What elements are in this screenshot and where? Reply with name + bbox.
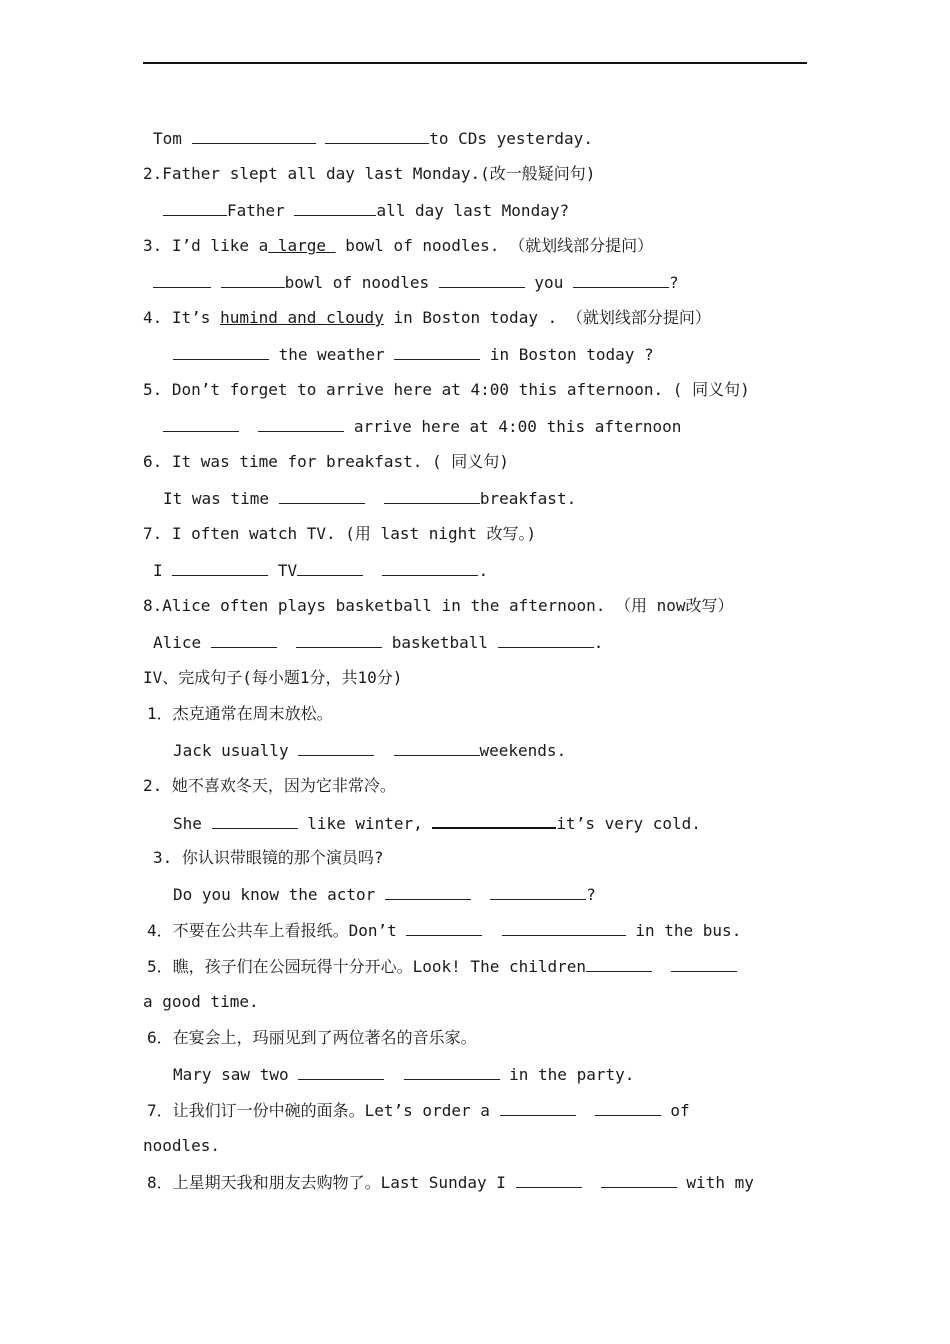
answer-blank[interactable]: [163, 199, 227, 216]
q2-answer-line: Father all day last Monday?: [163, 199, 569, 222]
answer-blank[interactable]: [671, 955, 737, 972]
q2-question: 2.Father slept all day last Monday.(改一般疑问句): [143, 164, 596, 183]
answer-blank[interactable]: [586, 955, 652, 972]
answer-blank[interactable]: [296, 631, 382, 648]
s4-q5-line: 5．瞧，孩子们在公园玩得十分开心。Look! The children: [147, 955, 737, 978]
answer-blank[interactable]: [385, 883, 471, 900]
answer-blank[interactable]: [498, 631, 594, 648]
answer-blank[interactable]: [404, 1063, 500, 1080]
q8-answer-line: Alice basketball .: [153, 633, 604, 652]
q7-answer-line: I TV .: [153, 561, 489, 580]
s4-q1-answer-line: Jack usually weekends.: [173, 741, 567, 760]
s4-q3-answer-line: Do you know the actor ?: [173, 885, 596, 904]
answer-blank[interactable]: [382, 559, 478, 576]
answer-blank[interactable]: [163, 415, 239, 432]
answer-blank[interactable]: [406, 919, 482, 936]
s4-q7-continuation: noodles.: [143, 1136, 221, 1155]
q4-answer-line: the weather in Boston today ?: [173, 343, 654, 366]
answer-blank[interactable]: [298, 739, 374, 756]
answer-blank[interactable]: [258, 415, 344, 432]
answer-blank[interactable]: [212, 812, 298, 829]
q4-question: 4. It’s humind and cloudy in Boston today . （就划线部分提问）: [143, 308, 711, 327]
answer-blank[interactable]: [172, 559, 268, 576]
q5-question: 5. Don’t forget to arrive here at 4:00 this afternoon. ( 同义句): [143, 380, 750, 399]
answer-blank[interactable]: [279, 487, 365, 504]
q3-answer-line: bowl of noodles you ?: [153, 271, 679, 294]
q3-question: 3. I’d like a large bowl of noodles. （就划线部分提问）: [143, 236, 654, 255]
s4-q7-line: 7．让我们订一份中碗的面条。Let’s order a of: [147, 1101, 690, 1120]
q6-question: 6. It was time for breakfast. ( 同义句): [143, 452, 509, 471]
answer-blank[interactable]: [502, 919, 626, 936]
s4-q5-continuation: a good time.: [143, 992, 259, 1011]
answer-blank[interactable]: [439, 271, 525, 288]
section-iv-title: IV、完成句子(每小题1分，共10分): [143, 668, 403, 687]
s4-q2-chinese: 2. 她不喜欢冬天，因为它非常冷。: [143, 776, 396, 795]
answer-blank[interactable]: [297, 559, 363, 576]
answer-blank[interactable]: [394, 739, 480, 756]
answer-blank[interactable]: [192, 127, 316, 144]
s4-q8-line: 8．上星期天我和朋友去购物了。Last Sunday I with my: [147, 1173, 754, 1192]
answer-blank[interactable]: [500, 1099, 576, 1116]
answer-blank[interactable]: [153, 271, 211, 288]
q7-question: 7. I often watch TV. (用 last night 改写。): [143, 524, 537, 543]
answer-blank[interactable]: [573, 271, 669, 288]
answer-blank[interactable]: [384, 487, 480, 504]
answer-blank[interactable]: [601, 1171, 677, 1188]
answer-blank[interactable]: [173, 343, 269, 360]
answer-blank[interactable]: [294, 199, 376, 216]
q6-answer-line: It was time breakfast.: [163, 489, 577, 508]
s4-q3-chinese: 3. 你认识带眼镜的那个演员吗?: [153, 848, 384, 867]
answer-blank[interactable]: [432, 811, 556, 829]
q5-answer-line: arrive here at 4:00 this afternoon: [163, 415, 681, 438]
answer-blank[interactable]: [490, 883, 586, 900]
header-rule: [143, 62, 807, 64]
answer-blank[interactable]: [221, 271, 285, 288]
answer-blank[interactable]: [394, 343, 480, 360]
s4-q6-chinese: 6．在宴会上，玛丽见到了两位著名的音乐家。: [147, 1028, 477, 1047]
answer-blank[interactable]: [595, 1099, 661, 1116]
answer-blank[interactable]: [211, 631, 277, 648]
q1-answer-line: Tom to CDs yesterday.: [153, 129, 593, 148]
s4-q6-answer-line: Mary saw two in the party.: [173, 1065, 635, 1084]
s4-q4-line: 4．不要在公共车上看报纸。Don’t in the bus.: [147, 921, 742, 940]
q8-question: 8.Alice often plays basketball in the afternoon. （用 now改写）: [143, 596, 734, 615]
answer-blank[interactable]: [298, 1063, 384, 1080]
answer-blank[interactable]: [325, 127, 429, 144]
s4-q1-chinese: 1．杰克通常在周末放松。: [147, 704, 333, 723]
s4-q2-answer-line: She like winter, it’s very cold.: [173, 811, 701, 835]
answer-blank[interactable]: [516, 1171, 582, 1188]
